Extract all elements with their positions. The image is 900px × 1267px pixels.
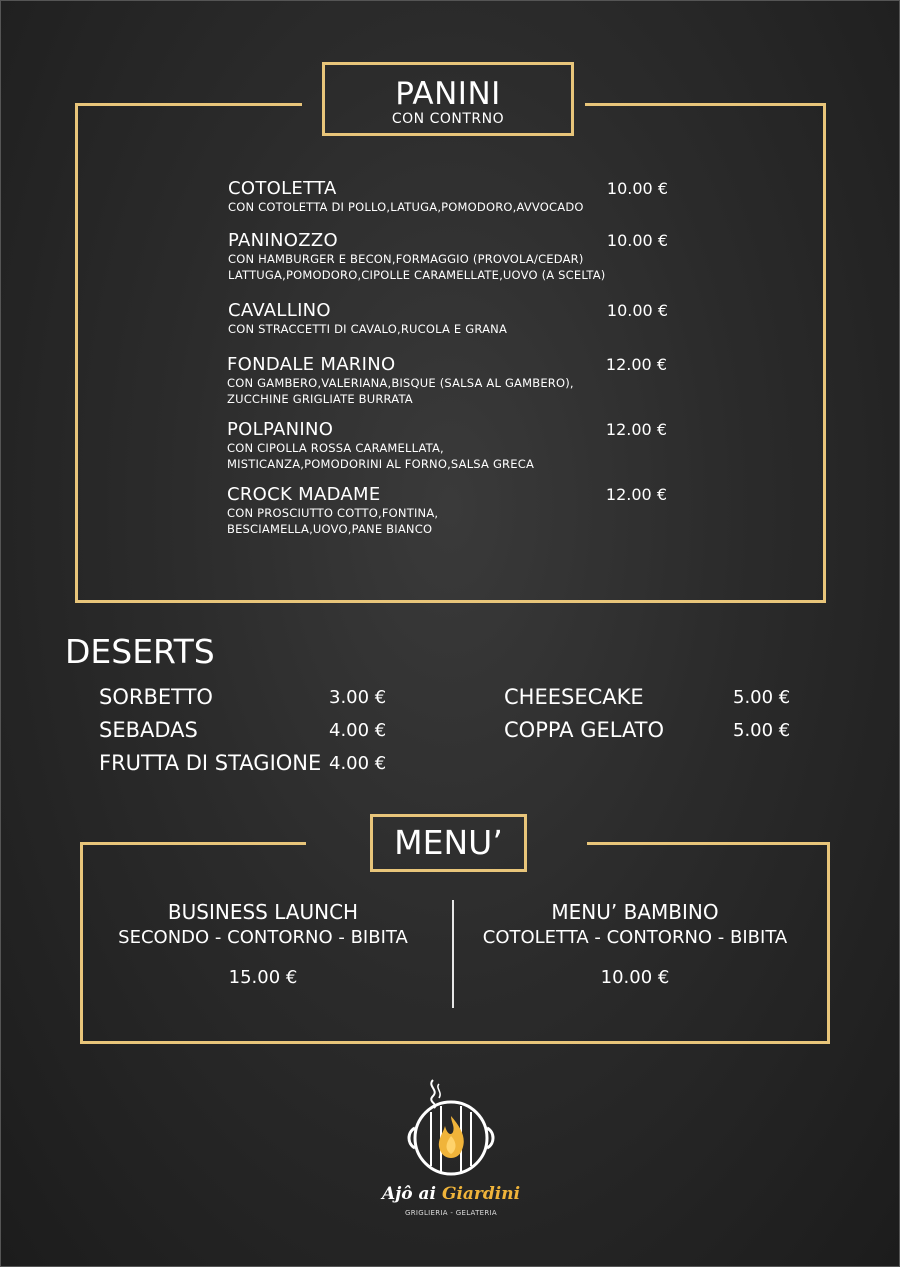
panini-item <box>228 179 668 215</box>
item-desc: MISTICANZA,POMODORINI AL FORNO,SALSA GRECA <box>227 457 535 471</box>
dessert-price: 4.00 € <box>329 753 387 774</box>
dessert-name: COPPA GELATO <box>504 718 665 742</box>
item-desc: ZUCCHINE GRIGLIATE BURRATA <box>227 392 413 406</box>
item-desc: CON HAMBURGER E BECON,FORMAGGIO (PROVOLA/CEDAR) <box>228 252 584 266</box>
item-name: CAVALLINO <box>228 300 331 321</box>
item-price: 12.00 € <box>605 485 667 504</box>
logo-tagline: GRIGLIERIA - GELATERIA <box>404 1209 498 1217</box>
business-price: 15.00 € <box>228 967 298 988</box>
dessert-name: CHEESECAKE <box>504 685 644 709</box>
dessert-name: SEBADAS <box>99 718 198 742</box>
item-desc: CON CIPOLLA ROSSA CARAMELLATA, <box>227 441 444 455</box>
item-name: PANINOZZO <box>228 230 338 251</box>
item-price: 10.00 € <box>606 301 668 320</box>
item-desc: CON COTOLETTA DI POLLO,LATUGA,POMODORO,AVVOCADO <box>228 200 584 214</box>
menu-title: MENU’ <box>394 823 503 862</box>
item-price: 12.00 € <box>605 420 667 439</box>
dessert-price: 5.00 € <box>733 687 791 708</box>
deserts-title: DESERTS <box>65 632 215 671</box>
bambino-sub: COTOLETTA - CONTORNO - BIBITA <box>482 927 788 948</box>
dessert-name: SORBETTO <box>99 685 213 709</box>
dessert-price: 3.00 € <box>329 687 387 708</box>
item-name: POLPANINO <box>227 419 334 440</box>
item-desc: LATTUGA,POMODORO,CIPOLLE CARAMELLATE,UOVO (A SCELTA) <box>228 268 606 282</box>
bambino-menu <box>463 900 807 990</box>
item-name: COTOLETTA <box>228 178 337 199</box>
bambino-title: MENU’ BAMBINO <box>551 900 719 924</box>
logo-name-part2: Giardini <box>441 1184 521 1204</box>
item-desc: CON PROSCIUTTO COTTO,FONTINA, <box>227 506 439 520</box>
panini-subtitle: CON CONTRNO <box>391 111 505 127</box>
item-name: FONDALE MARINO <box>227 354 396 375</box>
bambino-price: 10.00 € <box>600 967 670 988</box>
panini-item <box>228 301 668 337</box>
item-desc: CON GAMBERO,VALERIANA,BISQUE (SALSA AL GAMBERO), <box>227 376 574 390</box>
item-desc: CON STRACCETTI DI CAVALO,RUCOLA E GRANA <box>228 322 508 336</box>
panini-title-box <box>322 62 574 136</box>
menu-divider <box>452 900 454 1008</box>
panini-title: PANINI <box>395 76 501 112</box>
panini-item <box>227 420 667 472</box>
business-menu <box>93 900 433 990</box>
panini-item <box>228 231 668 283</box>
panini-item <box>227 355 667 407</box>
item-price: 10.00 € <box>606 231 668 250</box>
menu-title-box <box>370 814 527 872</box>
logo-name <box>371 1184 531 1204</box>
business-title: BUSINESS LAUNCH <box>167 900 359 924</box>
dessert-name: FRUTTA DI STAGIONE <box>99 751 322 775</box>
item-name: CROCK MADAME <box>227 484 381 505</box>
item-price: 12.00 € <box>605 355 667 374</box>
dessert-price: 5.00 € <box>733 720 791 741</box>
dessert-price: 4.00 € <box>329 720 387 741</box>
panini-item <box>227 485 667 537</box>
item-desc: BESCIAMELLA,UOVO,PANE BIANCO <box>227 522 433 536</box>
business-sub: SECONDO - CONTORNO - BIBITA <box>118 927 408 948</box>
item-price: 10.00 € <box>606 179 668 198</box>
logo-name-part1: Ajô ai <box>381 1184 442 1204</box>
